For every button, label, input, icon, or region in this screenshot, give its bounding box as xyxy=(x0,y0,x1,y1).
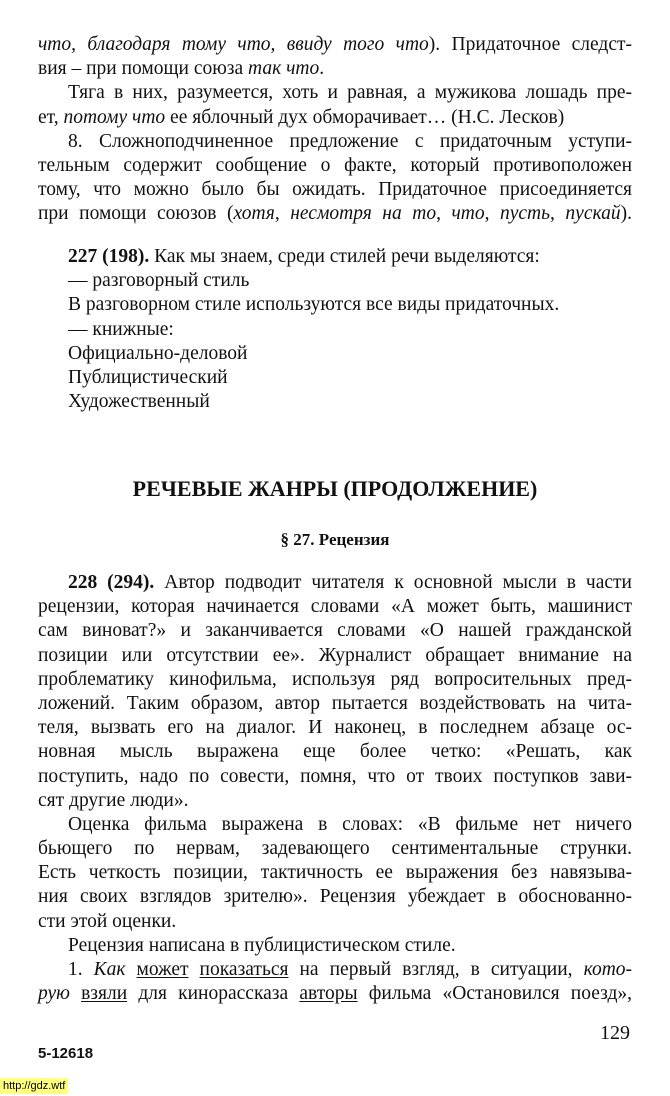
text-line xyxy=(38,245,632,269)
text-segment: рецензии, которая начинается словами «А может быть, машинист xyxy=(38,596,632,618)
text-segment xyxy=(70,983,81,1004)
text-segment: проблематику кинофильма, используя ряд вопросительных пред- xyxy=(38,668,632,690)
text-line xyxy=(38,57,632,81)
text-segment: , xyxy=(436,203,452,225)
text-segment xyxy=(125,959,136,980)
text-segment: вия – при помощи союза xyxy=(38,58,249,80)
chapter-heading: РЕЧЕВЫЕ ЖАНРЫ (ПРОДОЛЖЕНИЕ) xyxy=(132,476,538,501)
text-line xyxy=(38,644,632,668)
text-line xyxy=(38,958,632,982)
text-segment: Рецензия написана в публицистическом стиле. xyxy=(68,934,456,956)
text-line xyxy=(38,154,632,178)
italic-text: кото- xyxy=(583,959,633,980)
italic-text: потому что xyxy=(63,106,166,128)
text-segment: новная мысль выражена еще более четко: «Решать, как xyxy=(38,741,632,763)
text-segment: ет, xyxy=(38,106,64,128)
text-line xyxy=(38,789,632,813)
text-line xyxy=(38,269,632,293)
italic-text: пускай xyxy=(565,203,621,225)
print-code: 5-12618 xyxy=(38,1045,94,1062)
text-line xyxy=(38,106,632,130)
text-line xyxy=(38,130,632,154)
text-segment: Оценка фильма выражена в словах: «В фильме нет ничего xyxy=(68,813,632,835)
exercise-number: 228 (294). xyxy=(68,572,155,593)
text-line xyxy=(38,740,632,764)
text-segment: 8. Сложноподчиненное предложение с придаточным уступи- xyxy=(68,130,632,152)
text-segment: поступить, надо по совести, помня, что от твоих поступков зави- xyxy=(38,765,632,787)
text-line xyxy=(38,318,632,342)
text-line xyxy=(38,861,632,885)
text-line xyxy=(38,342,632,366)
text-segment: ния своих взглядов зрителю». Рецензия убеждает в обоснованно- xyxy=(38,886,632,908)
text-segment: — книжные: xyxy=(68,318,174,340)
text-segment: для кинорассказа xyxy=(127,983,300,1005)
text-segment: — разговорный стиль xyxy=(68,270,250,292)
text-line xyxy=(38,668,632,692)
text-segment: на первый взгляд, в ситуации, xyxy=(288,959,584,980)
italic-text: что, благодаря тому что, ввиду того что xyxy=(38,34,429,55)
text-segment: тельным содержит сообщение о факте, который противоположен xyxy=(38,154,632,176)
text-line xyxy=(38,202,632,226)
text-segment: бьющего по нервам, задевающего сентиментальные струнки. xyxy=(38,838,632,860)
page-number: 129 xyxy=(600,1022,630,1044)
text-line xyxy=(38,178,632,202)
text-segment: тому, что можно было бы ожидать. Придаточное присоединяется xyxy=(38,179,632,201)
italic-text: пусть xyxy=(500,203,551,225)
text-line xyxy=(38,716,632,740)
text-segment: Как мы знаем, среди стилей речи выделяются: xyxy=(149,246,540,267)
underlined-word: взяли xyxy=(81,983,128,1005)
text-segment: ). xyxy=(620,203,632,225)
italic-text: Как xyxy=(93,959,126,980)
text-line xyxy=(38,81,632,105)
text-line xyxy=(38,692,632,716)
italic-text: несмотря на то xyxy=(290,203,437,225)
exercise-227 xyxy=(38,245,632,414)
text-line xyxy=(38,837,632,861)
text-line xyxy=(38,33,632,57)
italic-text: хотя xyxy=(233,203,275,225)
text-segment: при помощи союзов ( xyxy=(38,203,234,225)
text-line xyxy=(38,982,632,1006)
text-segment: сам виноват?» и заканчивается словами «О нашей гражданской xyxy=(38,620,632,642)
text-line xyxy=(38,910,632,934)
section-heading: § 27. Рецензия xyxy=(280,530,390,549)
text-line xyxy=(38,813,632,837)
text-segment: , xyxy=(550,203,566,225)
text-segment: Публицистический xyxy=(68,366,228,388)
watermark-link[interactable]: http://gdz.wtf xyxy=(0,1078,68,1094)
underlined-word: авторы xyxy=(299,983,358,1005)
text-segment: ее яблочный дух обморачивает… (Н.С. Лесков) xyxy=(165,106,565,128)
text-line xyxy=(38,619,632,643)
text-segment: Есть четкость позиции, тактичность ее выражения без навязыва- xyxy=(38,862,632,884)
underlined-word: может xyxy=(136,959,189,980)
text-segment: фильма «Остановился поезд», xyxy=(357,983,632,1005)
text-segment: сят другие люди». xyxy=(38,789,189,811)
text-line xyxy=(38,390,632,414)
text-segment: позиции или отсутствии ее». Журналист обращает внимание на xyxy=(38,644,632,666)
text-line xyxy=(38,366,632,390)
text-line xyxy=(38,293,632,317)
text-line xyxy=(38,885,632,909)
text-segment: , xyxy=(274,203,291,225)
text-segment: Автор подводит читателя к основной мысли в части xyxy=(154,572,632,593)
text-segment: сти этой оценки. xyxy=(38,910,177,932)
text-segment xyxy=(189,959,200,980)
text-segment: 1. xyxy=(68,959,94,980)
underlined-word: показаться xyxy=(199,959,289,980)
text-segment: теля, вызвать его на диалог. И наконец, в последнем абзаце ос- xyxy=(38,717,632,739)
text-segment: , xyxy=(484,203,500,225)
text-segment: ложений. Таким образом, автор пытается воздействовать на чита- xyxy=(38,692,632,714)
text-line xyxy=(38,934,632,958)
text-line xyxy=(38,595,632,619)
italic-text: так что xyxy=(248,58,320,80)
italic-text: что xyxy=(451,203,485,225)
text-line xyxy=(38,571,632,595)
text-segment: ). Придаточное следст- xyxy=(428,34,632,55)
italic-text: рую xyxy=(38,983,70,1005)
text-segment: Официально-деловой xyxy=(68,342,248,364)
text-segment: В разговорном стиле используются все виды придаточных. xyxy=(68,294,560,316)
text-line xyxy=(38,765,632,789)
text-segment: Тяга в них, разумеется, хоть и равная, а мужикова лошадь пре- xyxy=(68,82,632,104)
text-segment: Художественный xyxy=(68,391,210,413)
paragraph-block-conjunctions xyxy=(38,33,632,227)
exercise-228 xyxy=(38,571,632,1006)
text-segment: . xyxy=(319,58,325,80)
exercise-number: 227 (198). xyxy=(68,246,150,267)
